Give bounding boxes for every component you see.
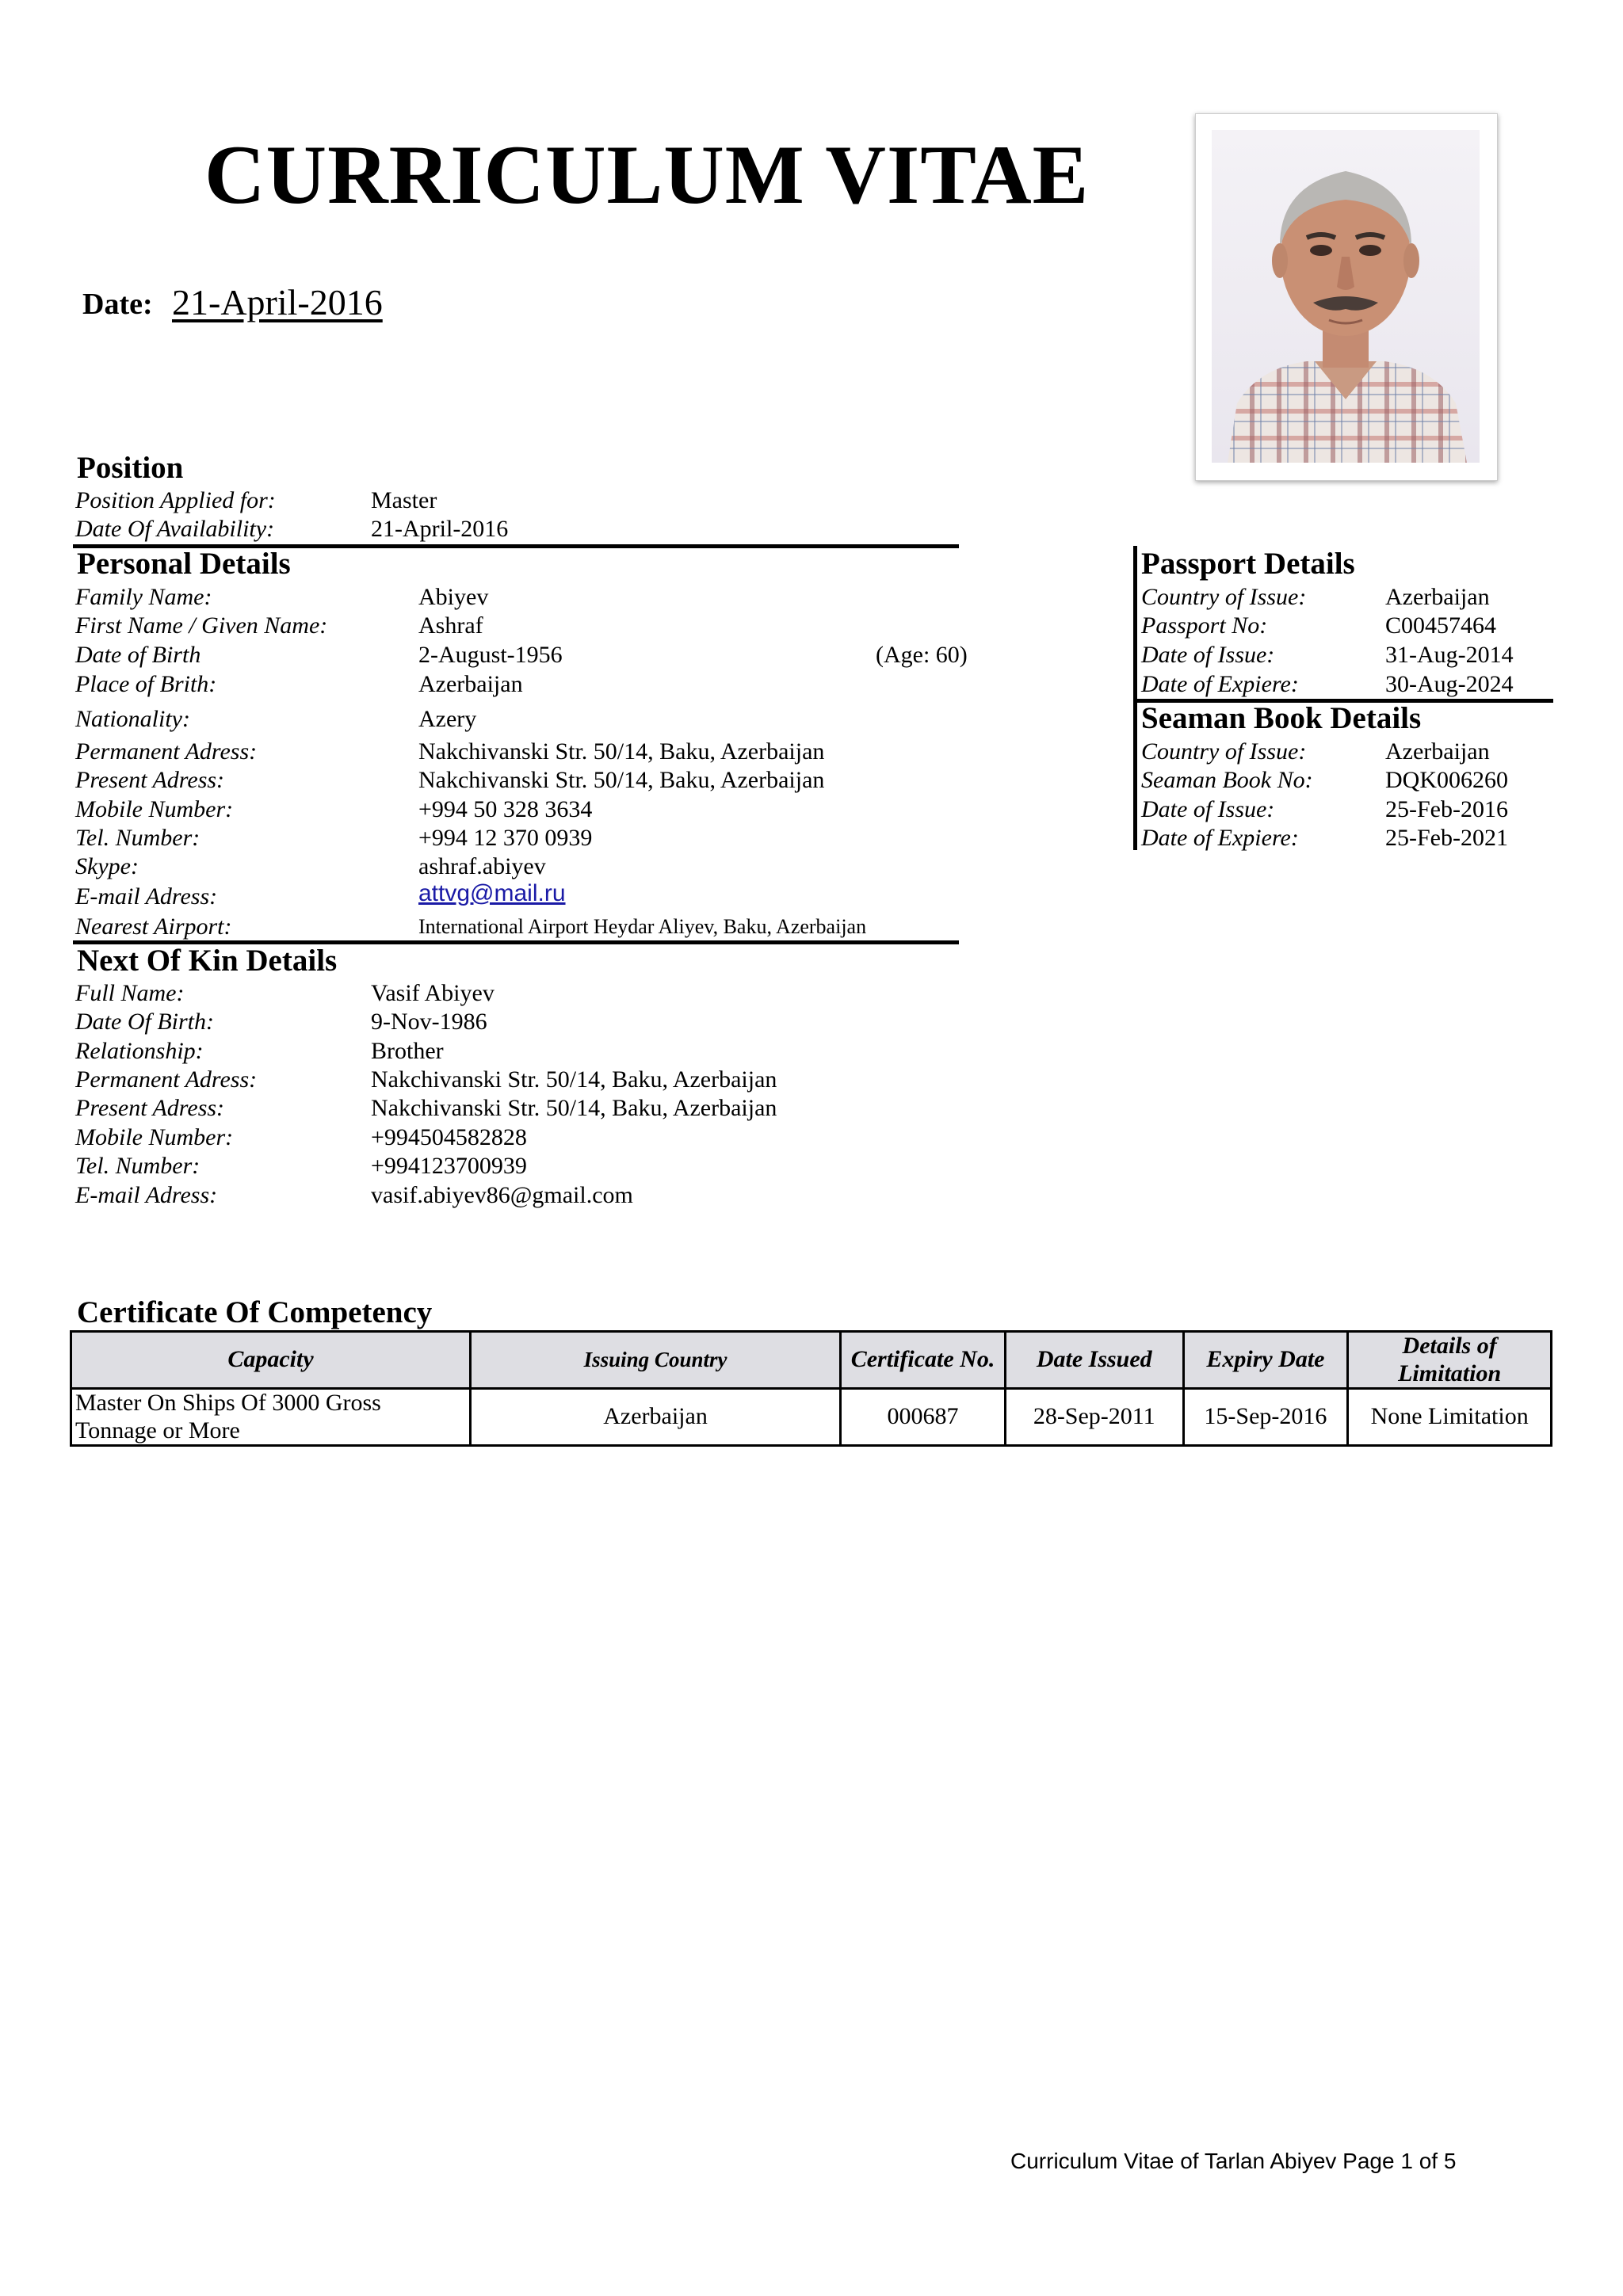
present-address-label: Present Adress: — [75, 767, 225, 793]
tel-number-value: +994 12 370 0939 — [418, 825, 593, 851]
place-of-birth-value: Azerbaijan — [418, 671, 523, 697]
kin-present-address-value: Nakchivanski Str. 50/14, Baku, Azerbaijan — [371, 1095, 777, 1121]
passport-issue-date-value: 31-Aug-2014 — [1385, 642, 1514, 668]
personal-details-heading: Personal Details — [77, 547, 291, 581]
kin-full-name-label: Full Name: — [75, 980, 185, 1006]
passport-country-label: Country of Issue: — [1141, 584, 1307, 610]
permanent-address-label: Permanent Adress: — [75, 738, 258, 765]
passport-expiry-value: 30-Aug-2024 — [1385, 671, 1514, 697]
first-name-label: First Name / Given Name: — [75, 612, 328, 639]
age-value: (Age: 60) — [876, 642, 968, 668]
email-label: E-mail Adress: — [75, 883, 218, 910]
tel-number-label: Tel. Number: — [75, 825, 200, 851]
next-of-kin-heading: Next Of Kin Details — [77, 944, 338, 978]
passport-details-heading: Passport Details — [1141, 547, 1355, 581]
availability-label: Date Of Availability: — [75, 516, 275, 542]
kin-mobile-value: +994504582828 — [371, 1124, 527, 1150]
kin-permanent-address-value: Nakchivanski Str. 50/14, Baku, Azerbaijan — [371, 1066, 777, 1093]
position-applied-label: Position Applied for: — [75, 487, 276, 513]
nationality-label: Nationality: — [75, 706, 190, 732]
family-name-value: Abiyev — [418, 584, 489, 610]
kin-tel-value: +994123700939 — [371, 1153, 527, 1179]
profile-photo — [1212, 130, 1480, 463]
issuing-country-cell: Azerbaijan — [470, 1389, 840, 1446]
certificate-no-cell: 000687 — [841, 1389, 1006, 1446]
page-footer: Curriculum Vitae of Tarlan Abiyev Page 1 of 5 — [1010, 2149, 1457, 2173]
expiry-date-cell: 15-Sep-2016 — [1183, 1389, 1348, 1446]
nearest-airport-value: International Airport Heydar Aliyev, Baku, Azerbaijan — [418, 915, 867, 938]
present-address-value: Nakchivanski Str. 50/14, Baku, Azerbaijan — [418, 767, 825, 793]
kin-email-value: vasif.abiyev86@gmail.com — [371, 1182, 633, 1208]
availability-value: 21-April-2016 — [371, 516, 509, 542]
mobile-number-value: +994 50 328 3634 — [418, 796, 593, 822]
seaman-expiry-label: Date of Expiere: — [1141, 825, 1299, 851]
mobile-number-label: Mobile Number: — [75, 796, 234, 822]
certificate-table — [70, 1330, 1552, 1447]
dob-value: 2-August-1956 — [418, 642, 563, 668]
kin-dob-value: 9-Nov-1986 — [371, 1009, 487, 1035]
permanent-address-value: Nakchivanski Str. 50/14, Baku, Azerbaijan — [418, 738, 825, 765]
kin-relationship-value: Brother — [371, 1038, 444, 1064]
position-applied-value: Master — [371, 487, 437, 513]
seaman-issue-date-label: Date of Issue: — [1141, 796, 1275, 822]
column-header-expiry-date: Expiry Date — [1183, 1332, 1348, 1389]
seaman-country-value: Azerbaijan — [1385, 738, 1490, 765]
nearest-airport-label: Nearest Airport: — [75, 913, 232, 940]
table-header-row — [71, 1332, 1552, 1389]
seaman-book-number-label: Seaman Book No: — [1141, 767, 1313, 793]
kin-full-name-value: Vasif Abiyev — [371, 980, 495, 1006]
dob-label: Date of Birth — [75, 642, 201, 668]
family-name-label: Family Name: — [75, 584, 212, 610]
skype-value: ashraf.abiyev — [418, 853, 546, 879]
email-link[interactable]: attvg@mail.ru — [418, 880, 566, 906]
nationality-value: Azery — [418, 706, 477, 732]
skype-label: Skype: — [75, 853, 139, 879]
kin-dob-label: Date Of Birth: — [75, 1009, 214, 1035]
first-name-value: Ashraf — [418, 612, 483, 639]
table-row — [71, 1389, 1552, 1446]
right-column-border — [1133, 546, 1137, 850]
passport-issue-date-label: Date of Issue: — [1141, 642, 1275, 668]
seaman-issue-date-value: 25-Feb-2016 — [1385, 796, 1508, 822]
position-heading: Position — [77, 451, 184, 485]
seaman-country-label: Country of Issue: — [1141, 738, 1307, 765]
place-of-birth-label: Place of Brith: — [75, 671, 217, 697]
kin-present-address-label: Present Adress: — [75, 1095, 225, 1121]
kin-email-label: E-mail Adress: — [75, 1182, 218, 1208]
column-header-certificate-no: Certificate No. — [841, 1332, 1006, 1389]
limitation-cell: None Limitation — [1348, 1389, 1552, 1446]
kin-mobile-label: Mobile Number: — [75, 1124, 234, 1150]
date-issued-cell: 28-Sep-2011 — [1005, 1389, 1183, 1446]
seaman-book-heading: Seaman Book Details — [1141, 701, 1422, 735]
column-header-issuing-country: Issuing Country — [470, 1332, 840, 1389]
kin-relationship-label: Relationship: — [75, 1038, 204, 1064]
column-header-capacity: Capacity — [71, 1332, 471, 1389]
profile-photo-frame — [1195, 113, 1498, 481]
seaman-expiry-value: 25-Feb-2021 — [1385, 825, 1508, 851]
date-label: Date: — [82, 288, 153, 321]
passport-number-value: C00457464 — [1385, 612, 1497, 639]
certificate-heading: Certificate Of Competency — [77, 1295, 433, 1329]
passport-number-label: Passport No: — [1141, 612, 1268, 639]
seaman-book-number-value: DQK006260 — [1385, 767, 1508, 793]
kin-permanent-address-label: Permanent Adress: — [75, 1066, 258, 1093]
kin-tel-label: Tel. Number: — [75, 1153, 200, 1179]
date-value: 21-April-2016 — [172, 282, 383, 322]
passport-expiry-label: Date of Expiere: — [1141, 671, 1299, 697]
document-title: CURRICULUM VITAE — [204, 128, 1090, 221]
capacity-cell: Master On Ships Of 3000 Gross Tonnage or More — [71, 1389, 471, 1446]
column-header-details-of-limitation: Details of Limitation — [1348, 1332, 1552, 1389]
column-header-date-issued: Date Issued — [1005, 1332, 1183, 1389]
passport-country-value: Azerbaijan — [1385, 584, 1490, 610]
